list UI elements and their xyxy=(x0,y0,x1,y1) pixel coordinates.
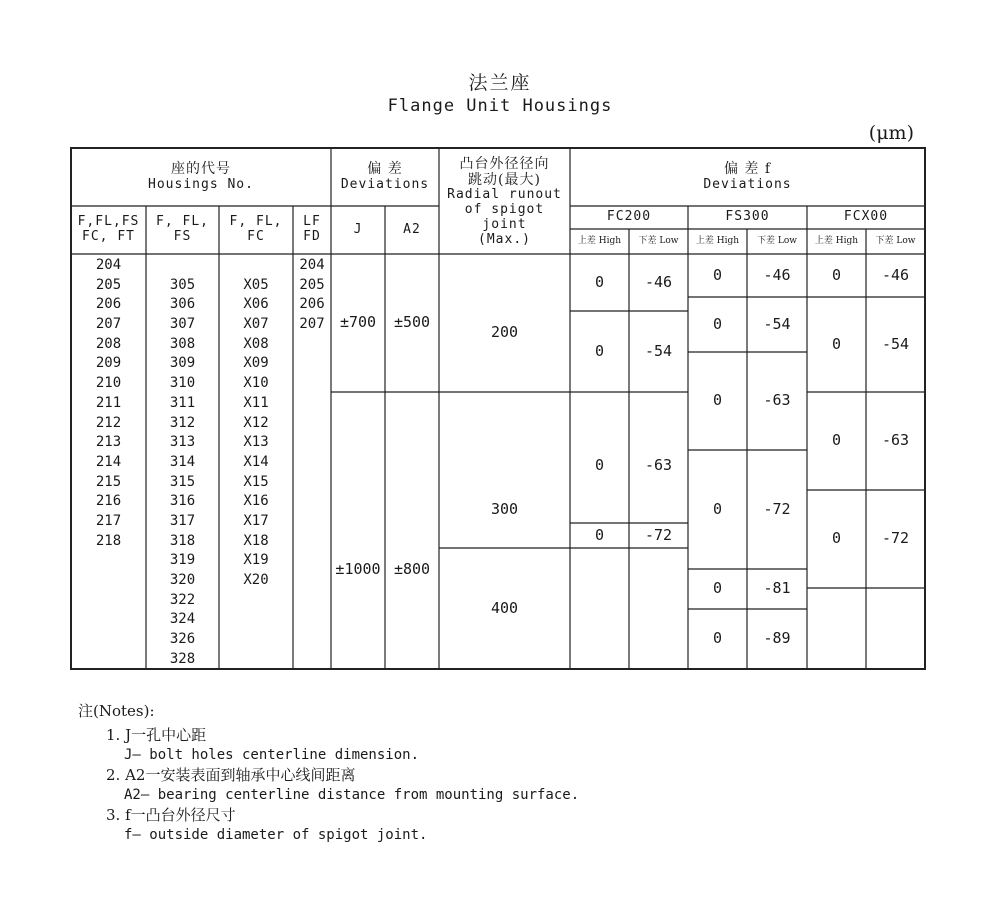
housing-no: 210 xyxy=(95,375,122,392)
housing-no: 320 xyxy=(169,572,196,588)
housing-no: X16 xyxy=(243,493,269,510)
housing-no: 206 xyxy=(95,296,122,313)
note-cn: 3. f一凸台外径尺寸 xyxy=(106,806,236,824)
deviation-f-header-en: Deviations xyxy=(703,176,792,192)
fs300-low: -89 xyxy=(763,629,791,648)
housing-no: 307 xyxy=(169,316,196,333)
runout-value: 300 xyxy=(490,500,519,519)
deviation-f-header-cn: 偏 差 f xyxy=(723,161,772,178)
runout-header-cn1: 凸台外径径向 xyxy=(459,156,550,173)
housing-no: 310 xyxy=(169,375,196,392)
runout-value: 400 xyxy=(490,598,519,617)
housing-no: 217 xyxy=(95,512,122,529)
fs300-high: 0 xyxy=(712,391,723,410)
housing-no: 309 xyxy=(169,355,196,372)
note-en: A2— bearing centerline distance from mounting surface. xyxy=(124,787,580,803)
col-header-type4-a: LF xyxy=(303,214,321,230)
deviation-f-header xyxy=(570,148,925,206)
fs300-high: 0 xyxy=(712,499,723,518)
housing-no: 213 xyxy=(95,434,122,451)
deviations-header-cn: 偏 差 xyxy=(367,161,403,178)
fs300-low: -81 xyxy=(763,579,791,598)
housing-no: X12 xyxy=(243,414,269,431)
notes-section xyxy=(78,700,579,845)
deviation-j-large: ±1000 xyxy=(335,559,381,578)
deviations-header xyxy=(331,148,439,206)
notes-title: 注(Notes): xyxy=(78,702,155,720)
page-title-cn: 法兰座 xyxy=(468,72,532,94)
runout-value: 200 xyxy=(490,322,519,341)
fcx00-high: 0 xyxy=(831,529,842,548)
housing-no: 205 xyxy=(299,276,325,293)
col-header-j: J xyxy=(353,221,363,237)
housing-no: X06 xyxy=(243,296,269,313)
note-item xyxy=(106,725,579,765)
housing-list-type2 xyxy=(146,276,219,670)
note-en: J— bolt holes centerline dimension. xyxy=(124,747,420,763)
fc200-low: -46 xyxy=(644,272,673,291)
runout-header xyxy=(439,150,570,254)
col-header-type1 xyxy=(71,206,146,254)
fs300-high-header: 上差 High xyxy=(695,236,740,247)
housing-no: 315 xyxy=(169,473,196,490)
housing-no: 312 xyxy=(169,414,196,431)
fcx00-low: -54 xyxy=(881,334,910,353)
fc200-low: -72 xyxy=(644,525,673,544)
col-header-fcx00: FCX00 xyxy=(843,209,889,225)
housing-no: 204 xyxy=(299,257,325,273)
note-cn: 1. J一孔中心距 xyxy=(106,726,207,744)
fcx00-high: 0 xyxy=(831,265,842,284)
fcx00-high: 0 xyxy=(831,334,842,353)
fc200-high-header: 上差 High xyxy=(577,236,622,247)
housing-no: 318 xyxy=(169,532,196,549)
housings-header-en: Housings No. xyxy=(148,176,254,192)
fs300-low: -46 xyxy=(763,265,791,284)
housing-no: X13 xyxy=(243,434,269,451)
page-title-en: Flange Unit Housings xyxy=(387,96,613,116)
housing-no: X15 xyxy=(243,473,269,490)
col-header-type2: F, FL, FS xyxy=(156,214,209,244)
deviation-a2-small: ±500 xyxy=(393,313,431,332)
fs300-low: -72 xyxy=(763,499,791,518)
deviation-a2-large: ±800 xyxy=(393,559,431,578)
col-header-type4-b: FD xyxy=(303,229,321,244)
note-item xyxy=(106,765,579,805)
housing-no: 314 xyxy=(169,453,196,470)
unit-label: (μm) xyxy=(868,122,914,144)
fs300-low-header: 下差 Low xyxy=(757,236,797,247)
housing-no: 313 xyxy=(169,434,196,451)
col-header-a2: A2 xyxy=(403,221,421,237)
runout-header-en2: of spigot joint xyxy=(464,202,545,233)
runout-header-en1: Radial runout xyxy=(447,187,562,203)
housing-no: 324 xyxy=(169,611,196,628)
housing-no: 214 xyxy=(95,453,122,470)
housing-no: 316 xyxy=(169,493,196,510)
note-cn: 2. A2一安装表面到轴承中心线间距离 xyxy=(106,766,356,784)
housing-no: 206 xyxy=(299,296,325,313)
fs300-high: 0 xyxy=(712,314,723,333)
housing-no: 216 xyxy=(95,493,122,510)
housing-no: 326 xyxy=(169,631,196,648)
col-header-fs300: FS300 xyxy=(725,209,770,225)
fcx00-low: -72 xyxy=(881,529,910,548)
housing-no: 211 xyxy=(95,394,122,411)
fs300-low: -63 xyxy=(763,391,791,410)
housing-list-type3 xyxy=(219,276,293,591)
fcx00-low-header: 下差 Low xyxy=(875,236,916,247)
fs300-high: 0 xyxy=(712,579,723,598)
note-item xyxy=(106,805,579,845)
fc200-low: -63 xyxy=(644,455,673,474)
runout-header-en3: (Max.) xyxy=(478,232,531,248)
fcx00-high: 0 xyxy=(831,431,842,450)
housing-no: X17 xyxy=(243,512,269,529)
housing-no: X11 xyxy=(243,394,269,411)
fc200-high: 0 xyxy=(594,341,605,360)
fc200-high: 0 xyxy=(594,272,605,291)
housing-no: 319 xyxy=(169,552,196,569)
housing-no: 328 xyxy=(169,650,196,667)
housing-no: 208 xyxy=(95,335,122,352)
col-header-type1-a: F,FL,FS xyxy=(77,214,140,230)
housing-no: 311 xyxy=(169,394,196,411)
housing-no: 305 xyxy=(169,276,196,293)
fcx00-high-header: 上差 High xyxy=(814,236,859,247)
fs300-high: 0 xyxy=(712,265,723,284)
housings-header-cn: 座的代号 xyxy=(171,161,231,178)
deviations-header-en: Deviations xyxy=(340,176,430,192)
fc200-high: 0 xyxy=(594,525,605,544)
col-header-type4 xyxy=(293,206,331,254)
housing-no: X19 xyxy=(243,552,269,569)
housing-no: 207 xyxy=(95,316,122,333)
housing-no: 207 xyxy=(299,316,325,333)
note-en: f— outside diameter of spigot joint. xyxy=(124,827,428,843)
col-header-type1-b: FC, FT xyxy=(82,229,135,244)
housing-no: X18 xyxy=(243,532,269,549)
fs300-high: 0 xyxy=(712,629,723,648)
housing-no: X09 xyxy=(243,355,269,372)
fs300-low: -54 xyxy=(763,314,791,333)
housings-header xyxy=(71,148,331,206)
housing-no: X14 xyxy=(243,453,269,470)
housing-no: 317 xyxy=(169,512,196,529)
housing-no: X20 xyxy=(243,572,269,588)
fc200-low-header: 下差 Low xyxy=(638,236,679,247)
deviation-j-small: ±700 xyxy=(339,313,377,332)
housing-no: 308 xyxy=(169,335,196,352)
housing-list-type4 xyxy=(293,256,331,335)
fc200-low: -54 xyxy=(644,341,673,360)
housing-no: 218 xyxy=(95,532,122,549)
housing-no: 204 xyxy=(95,257,122,273)
col-header-type3: F, FL, FC xyxy=(229,214,283,244)
housing-no: X10 xyxy=(243,375,269,392)
housing-no: 215 xyxy=(95,473,122,490)
housing-no: 212 xyxy=(95,414,122,431)
runout-header-cn2: 跳动(最大) xyxy=(468,172,541,189)
housing-no: X07 xyxy=(243,316,269,333)
col-header-fc200: FC200 xyxy=(606,209,652,225)
fc200-high: 0 xyxy=(594,455,605,474)
housing-no: X05 xyxy=(243,276,269,293)
housing-no: X08 xyxy=(243,335,269,352)
housing-no: 209 xyxy=(95,355,122,372)
housing-no: 322 xyxy=(169,591,196,608)
fcx00-low: -46 xyxy=(881,265,910,284)
housing-list-type1 xyxy=(71,256,146,551)
housing-no: 205 xyxy=(95,276,122,293)
fcx00-low: -63 xyxy=(881,431,910,450)
housing-no: 306 xyxy=(169,296,196,313)
